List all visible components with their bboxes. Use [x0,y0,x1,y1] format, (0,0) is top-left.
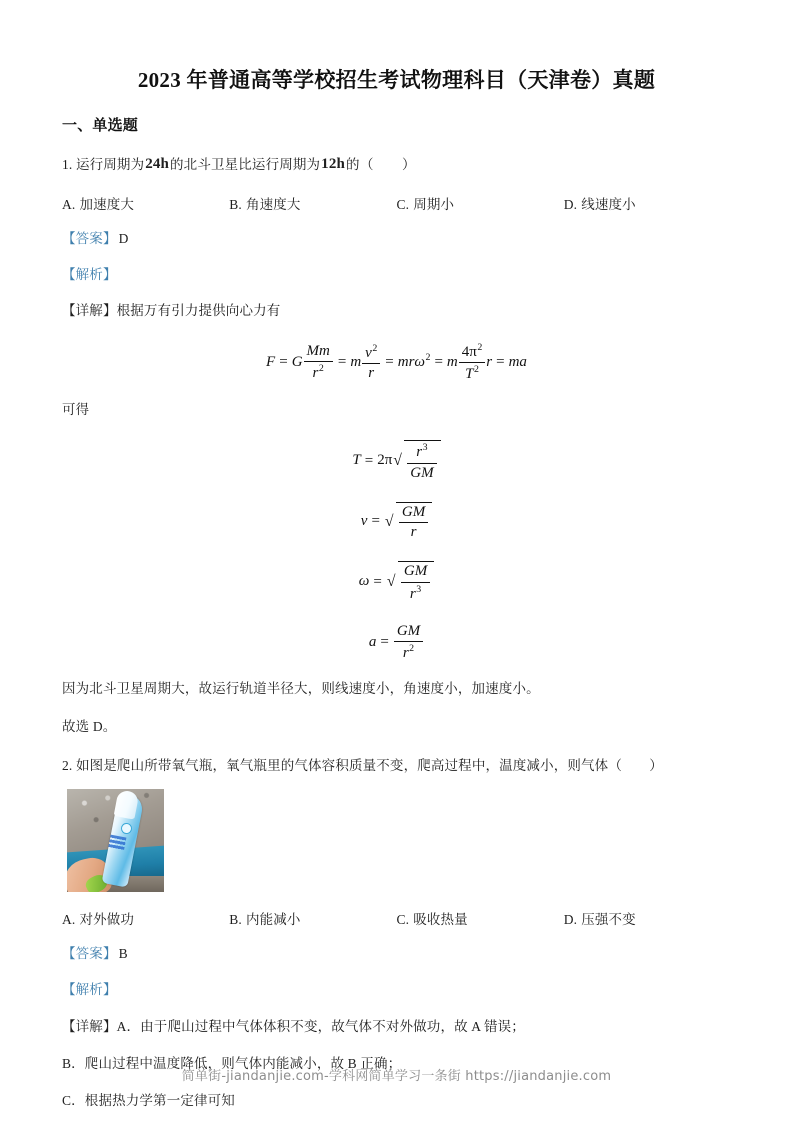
formula-accel-lhs: a [368,634,377,651]
question-1-options [62,193,731,213]
connector-text: 可得 [62,402,90,418]
formula-velocity-eq: = [371,513,380,530]
question-2-option-d[interactable] [564,908,731,928]
formula-velocity [62,502,731,542]
option-c-label: C. [396,196,410,212]
question-2-option-a[interactable] [62,908,229,928]
formula-main-omega: ω [414,353,426,370]
option-b-label: B. [229,196,242,212]
formula-angular-num: GM [401,563,430,582]
detail-tag: 【详解】 [62,303,117,319]
formula-accel-num: GM [394,623,423,642]
radical-icon: √ [386,573,396,591]
answer-tag: 【答案】 [62,946,117,962]
formula-accel-den-exp: 2 [409,643,415,655]
formula-main-frac2-den: r [368,364,375,381]
formula-main-term3: mr [397,353,415,370]
formula-main-frac1-den: r [312,364,319,381]
question-1-option-c[interactable] [397,193,564,213]
formula-main-lhs: F [266,353,276,370]
analysis-tag: 【解析】 [62,267,117,283]
question-1-option-b[interactable] [229,193,396,213]
formula-period-den: GM [410,464,434,481]
option-d-text: 线速度小 [581,196,636,212]
page-title: 2023 年普通高等学校招生考试物理科目（天津卷）真题 [137,68,656,92]
question-1-number: 1. [62,157,73,173]
question-2-option-c[interactable] [397,908,564,928]
question-2-detail-a [62,1017,731,1037]
detail-tag: 【详解】 [62,1018,117,1034]
formula-main-eq3: = [385,353,394,370]
formula-angular-velocity [62,561,731,603]
formula-main-frac3-num-exp: 2 [477,341,483,353]
question-1-option-a[interactable] [62,193,229,213]
question-2-option-b[interactable] [229,908,396,928]
option-c-text: 吸收热量 [413,912,468,928]
formula-centripetal [62,342,731,384]
formula-period-eq: = [364,452,374,469]
section-heading: 一、单选题 [62,118,139,135]
formula-main-eq1: = [279,353,288,370]
option-a-label: A. [62,196,76,212]
question-1-stem-part1: 运行周期为 [75,157,145,173]
question-1-detail-line [62,301,731,321]
formula-main-frac1-num: Mm [304,343,333,362]
question-2-figure-wrap [67,789,731,892]
formula-main-g: G [291,353,303,370]
formula-accel-eq: = [380,634,389,651]
formula-main-rhs: ma [508,353,527,370]
option-d-label: D. [563,196,578,212]
option-a-text: 对外做功 [79,912,135,928]
option-d-label: D. [563,912,578,928]
question-2-detail-c: C．根据热力学第一定律可知 [62,1093,235,1109]
formula-main-frac2-num: v [365,344,372,361]
formula-main-m2: m [446,353,458,370]
footer-watermark: 简单街-jiandanjie.com-学科网简单学习一条街 https://jiandanjie.com [181,1069,612,1084]
question-2-options [62,908,731,928]
question-2-detail-a-text: A．由于爬山过程中气体体积不变，故气体不对外做功，故 A 错误； [116,1018,525,1034]
formula-period-num: r [416,444,423,461]
formula-main-frac2-num-exp: 2 [372,342,378,354]
formula-period [62,440,731,482]
option-a-label: A. [62,912,76,928]
question-1-analysis-line [62,265,731,285]
formula-period-lhs: T [352,452,361,469]
formula-main-frac3-den-exp: 2 [473,363,479,375]
question-1-conclusion: 因为北斗卫星周期大，故运行轨道半径大，则线速度小，角速度小，加速度小。 [62,681,540,697]
formula-angular-den: r [409,585,416,602]
question-2-stem [62,756,731,776]
formula-main-m1: m [350,353,362,370]
formula-angular-eq: = [373,573,382,590]
formula-main-eq4: = [434,353,443,370]
formula-main-frac3-den: T [465,365,474,382]
option-a-text: 加速度大 [79,196,135,212]
radical-icon: √ [393,452,402,470]
option-b-label: B. [229,912,242,928]
question-1-stem-part3: 的（ ） [345,157,416,173]
formula-angular-den-exp: 3 [416,583,422,595]
formula-velocity-num: GM [399,504,428,523]
question-2-detail-b: B．爬山过程中温度降低，则气体内能减小，故 B 正确； [62,1055,402,1071]
oxygen-bottle-photo [67,789,164,892]
question-1-final-choice: 故选 D。 [62,718,117,734]
formula-main-frac1-den-exp: 2 [318,362,324,374]
option-d-text: 压强不变 [581,912,636,928]
question-1-detail-text: 根据万有引力提供向心力有 [116,303,281,319]
option-c-label: C. [396,912,410,928]
formula-main-eq5: = [496,353,505,370]
question-2-number: 2. [62,757,73,773]
question-1-answer-value: D [118,230,129,246]
option-b-text: 角速度大 [245,196,301,212]
formula-main-eq2: = [337,353,347,370]
question-2-stem-text: 如图是爬山所带氧气瓶，氧气瓶里的气体容积质量不变，爬高过程中，温度减小，则气体（ ） [75,757,663,773]
radical-icon: √ [384,512,394,530]
formula-acceleration [62,623,731,663]
formula-velocity-lhs: v [360,513,368,530]
question-1-stem [62,154,731,177]
answer-tag: 【答案】 [62,230,117,246]
option-c-text: 周期小 [413,196,455,212]
question-1-inline-math-24h: 24h [145,156,170,173]
formula-period-coef: 2π [377,452,393,469]
formula-main-r-tail: r [486,353,493,370]
question-1-option-d[interactable] [564,193,731,213]
question-1-answer-line [62,229,731,249]
formula-main-frac3-num: 4π [461,343,477,360]
formula-period-num-exp: 3 [422,442,428,454]
formula-angular-lhs: ω [358,573,370,590]
question-1-stem-part2: 的北斗卫星比运行周期为 [170,157,321,173]
analysis-tag: 【解析】 [62,982,117,998]
question-2-answer-line [62,944,731,964]
formula-accel-den: r [402,645,409,662]
option-b-text: 内能减小 [245,912,301,928]
question-1-inline-math-12h: 12h [321,156,345,173]
formula-velocity-den: r [410,524,417,541]
question-2-analysis-line [62,980,731,1000]
question-2-answer-value: B [118,946,128,962]
formula-main-omega-exp: 2 [425,351,431,363]
